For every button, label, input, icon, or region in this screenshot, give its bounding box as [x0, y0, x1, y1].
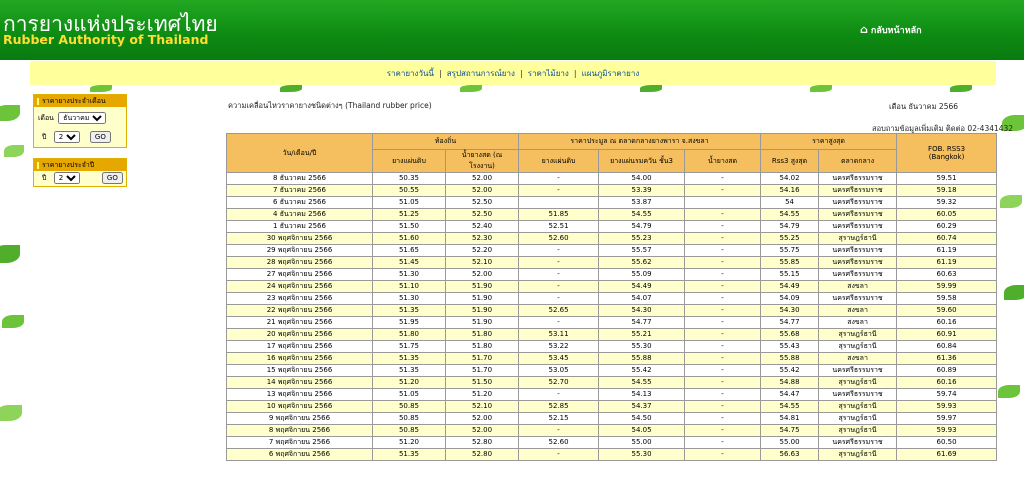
table-cell-auc-latex: -	[685, 185, 761, 197]
table-cell-auc-latex: -	[685, 233, 761, 245]
table-cell-auc-smoked: 54.77	[599, 317, 685, 329]
table-row	[227, 341, 997, 353]
column-header-auction: ราคาประมูล ณ ตลาดกลางยางพารา จ.สงขลา	[519, 134, 761, 150]
table-cell-auc-sheet: 52.65	[519, 305, 599, 317]
table-cell-auc-sheet: 53.22	[519, 341, 599, 353]
leaf-decoration-band	[30, 85, 996, 93]
table-cell-auc-sheet	[519, 197, 599, 209]
table-cell-local-latex: 51.80	[446, 341, 519, 353]
nav-item-wood-price[interactable]: ราคาไม้ยาง	[527, 69, 569, 78]
column-header-max-market: ตลาดกลาง	[819, 150, 897, 173]
table-cell-auc-sheet: -	[519, 449, 599, 461]
table-cell-max-rss3: 54.75	[761, 425, 819, 437]
table-cell-auc-smoked: 54.07	[599, 293, 685, 305]
table-cell-auc-latex: -	[685, 341, 761, 353]
table-cell-date: 16 พฤศจิกายน 2566	[227, 353, 373, 365]
table-cell-auc-latex: -	[685, 329, 761, 341]
table-cell-auc-latex	[685, 197, 761, 209]
table-cell-local-sheet: 50.85	[373, 425, 446, 437]
table-row	[227, 245, 997, 257]
home-link[interactable]	[860, 23, 922, 37]
table-cell-local-latex: 51.20	[446, 389, 519, 401]
table-cell-fob: 60.16	[897, 377, 997, 389]
site-header	[0, 0, 1024, 60]
home-icon: ⌂	[860, 23, 868, 36]
yearly-box-title: ราคายางประจำปี	[42, 161, 95, 169]
column-header-max: ราคาสูงสุด	[761, 134, 897, 150]
table-cell-fob: 59.32	[897, 197, 997, 209]
table-cell-auc-smoked: 55.30	[599, 341, 685, 353]
table-row	[227, 437, 997, 449]
column-header-auction-latex: น้ำยางสด	[685, 150, 761, 173]
table-cell-date: 4 ธันวาคม 2566	[227, 209, 373, 221]
table-cell-max-market: สุราษฎร์ธานี	[819, 413, 897, 425]
table-cell-local-sheet: 51.30	[373, 269, 446, 281]
table-row	[227, 353, 997, 365]
table-cell-date: 10 พฤศจิกายน 2566	[227, 401, 373, 413]
table-cell-date: 14 พฤศจิกายน 2566	[227, 377, 373, 389]
table-cell-auc-smoked: 55.62	[599, 257, 685, 269]
table-row	[227, 173, 997, 185]
table-cell-auc-smoked: 54.05	[599, 425, 685, 437]
table-cell-auc-sheet: 53.45	[519, 353, 599, 365]
table-cell-fob: 60.89	[897, 365, 997, 377]
table-row	[227, 401, 997, 413]
monthly-price-box	[33, 94, 127, 148]
table-cell-max-rss3: 54.55	[761, 401, 819, 413]
table-cell-local-latex: 52.00	[446, 413, 519, 425]
table-cell-auc-sheet: 51.85	[519, 209, 599, 221]
table-cell-date: 27 พฤศจิกายน 2566	[227, 269, 373, 281]
table-cell-date: 6 ธันวาคม 2566	[227, 197, 373, 209]
table-cell-max-rss3: 56.63	[761, 449, 819, 461]
table-cell-max-rss3: 54	[761, 197, 819, 209]
table-cell-auc-sheet: -	[519, 245, 599, 257]
table-cell-max-rss3: 54.79	[761, 221, 819, 233]
nav-separator: |	[573, 69, 577, 78]
table-cell-local-latex: 51.90	[446, 305, 519, 317]
table-cell-auc-latex: -	[685, 425, 761, 437]
table-cell-auc-latex: -	[685, 281, 761, 293]
table-cell-local-sheet: 51.35	[373, 449, 446, 461]
table-cell-max-rss3: 54.77	[761, 317, 819, 329]
table-cell-auc-latex: -	[685, 449, 761, 461]
table-cell-fob: 59.51	[897, 173, 997, 185]
table-cell-date: 21 พฤศจิกายน 2566	[227, 317, 373, 329]
table-cell-fob: 59.99	[897, 281, 997, 293]
table-cell-auc-sheet: -	[519, 293, 599, 305]
table-cell-max-market: สงขลา	[819, 281, 897, 293]
table-row	[227, 197, 997, 209]
leaf-decoration-right	[996, 85, 1024, 487]
table-cell-fob: 60.05	[897, 209, 997, 221]
table-row	[227, 413, 997, 425]
table-cell-auc-sheet: -	[519, 257, 599, 269]
table-cell-local-latex: 51.90	[446, 293, 519, 305]
table-cell-fob: 59.93	[897, 425, 997, 437]
table-cell-max-rss3: 54.02	[761, 173, 819, 185]
column-header-date: วัน/เดือน/ปี	[227, 134, 373, 173]
table-cell-date: 7 ธันวาคม 2566	[227, 185, 373, 197]
table-cell-local-latex: 52.00	[446, 173, 519, 185]
table-cell-fob: 61.36	[897, 353, 997, 365]
table-cell-date: 9 พฤศจิกายน 2566	[227, 413, 373, 425]
table-cell-auc-latex: -	[685, 293, 761, 305]
yearly-year-label: ปี	[42, 174, 47, 182]
table-cell-local-sheet: 51.05	[373, 389, 446, 401]
column-header-auction-smoked: ยางแผ่นรมควัน ชั้น3	[599, 150, 685, 173]
table-cell-date: 15 พฤศจิกายน 2566	[227, 365, 373, 377]
table-cell-auc-sheet: 53.05	[519, 365, 599, 377]
table-cell-auc-latex: -	[685, 401, 761, 413]
table-cell-auc-sheet: -	[519, 173, 599, 185]
table-cell-local-sheet: 50.85	[373, 401, 446, 413]
table-cell-auc-sheet: -	[519, 317, 599, 329]
table-row	[227, 317, 997, 329]
table-cell-local-sheet: 51.65	[373, 245, 446, 257]
site-title-thai: การยางแห่งประเทศไทย	[3, 12, 218, 36]
year-label: ปี	[42, 133, 47, 141]
table-cell-auc-latex: -	[685, 173, 761, 185]
table-cell-fob: 59.97	[897, 413, 997, 425]
table-cell-fob: 59.58	[897, 293, 997, 305]
table-cell-local-sheet: 51.75	[373, 341, 446, 353]
table-cell-max-market: สุราษฎร์ธานี	[819, 329, 897, 341]
table-cell-local-latex: 52.50	[446, 197, 519, 209]
column-header-fob: FOB. RSS3 (Bangkok)	[897, 134, 997, 173]
table-cell-local-sheet: 51.20	[373, 437, 446, 449]
monthly-box-title: ราคายางประจำเดือน	[42, 97, 106, 105]
table-cell-max-rss3: 54.81	[761, 413, 819, 425]
table-cell-max-market: นครศรีธรรมราช	[819, 293, 897, 305]
table-cell-max-market: นครศรีธรรมราช	[819, 173, 897, 185]
column-header-max-rss3: Rss3 สูงสุด	[761, 150, 819, 173]
table-cell-max-market: นครศรีธรรมราช	[819, 197, 897, 209]
site-title-english: Rubber Authority of Thailand	[3, 32, 209, 47]
table-cell-local-latex: 51.50	[446, 377, 519, 389]
table-cell-max-rss3: 55.85	[761, 257, 819, 269]
table-cell-fob: 60.29	[897, 221, 997, 233]
table-cell-fob: 61.69	[897, 449, 997, 461]
table-cell-max-rss3: 54.30	[761, 305, 819, 317]
table-cell-date: 20 พฤศจิกายน 2566	[227, 329, 373, 341]
table-cell-auc-latex: -	[685, 353, 761, 365]
table-cell-max-market: นครศรีธรรมราช	[819, 365, 897, 377]
table-cell-date: 13 พฤศจิกายน 2566	[227, 389, 373, 401]
table-cell-auc-smoked: 54.49	[599, 281, 685, 293]
table-cell-max-market: สุราษฎร์ธานี	[819, 233, 897, 245]
table-cell-max-rss3: 54.49	[761, 281, 819, 293]
column-header-local-latex: น้ำยางสด (ณ โรงงาน)	[446, 150, 519, 173]
table-cell-auc-latex: -	[685, 269, 761, 281]
current-month-label: เดือน ธันวาคม 2566	[889, 102, 959, 111]
table-cell-fob: 61.19	[897, 245, 997, 257]
table-row	[227, 305, 997, 317]
table-cell-max-market: สุราษฎร์ธานี	[819, 401, 897, 413]
table-cell-date: 17 พฤศจิกายน 2566	[227, 341, 373, 353]
table-row	[227, 185, 997, 197]
table-cell-max-market: สุราษฎร์ธานี	[819, 425, 897, 437]
table-cell-max-rss3: 55.88	[761, 353, 819, 365]
table-cell-max-market: นครศรีธรรมราช	[819, 209, 897, 221]
month-label: เดือน	[38, 114, 54, 122]
table-cell-max-market: นครศรีธรรมราช	[819, 245, 897, 257]
table-cell-auc-sheet: 52.60	[519, 233, 599, 245]
table-cell-auc-latex: -	[685, 257, 761, 269]
price-table	[226, 133, 997, 461]
table-cell-max-rss3: 54.16	[761, 185, 819, 197]
table-cell-max-rss3: 54.55	[761, 209, 819, 221]
leaf-decoration-left	[0, 85, 30, 487]
table-row	[227, 425, 997, 437]
table-cell-local-latex: 52.80	[446, 449, 519, 461]
table-cell-auc-sheet: 52.15	[519, 413, 599, 425]
nav-item-summary[interactable]: สรุปสถานการณ์ยาง	[446, 69, 515, 78]
table-row	[227, 365, 997, 377]
table-row	[227, 293, 997, 305]
table-cell-auc-smoked: 54.30	[599, 305, 685, 317]
table-row	[227, 377, 997, 389]
table-cell-max-market: สุราษฎร์ธานี	[819, 449, 897, 461]
contact-info: สอบถามข้อมูลเพิ่มเติม ติดต่อ 02-4341432	[872, 124, 1014, 133]
table-cell-max-market: นครศรีธรรมราช	[819, 389, 897, 401]
yearly-go-button[interactable]: GO	[102, 172, 123, 184]
table-row	[227, 389, 997, 401]
table-cell-local-sheet: 51.50	[373, 221, 446, 233]
nav-separator: |	[438, 69, 442, 78]
table-cell-date: 29 พฤศจิกายน 2566	[227, 245, 373, 257]
yearly-price-box	[33, 158, 127, 187]
table-cell-fob: 59.60	[897, 305, 997, 317]
nav-bar	[30, 61, 996, 85]
table-cell-max-rss3: 55.42	[761, 365, 819, 377]
table-cell-local-latex: 52.00	[446, 185, 519, 197]
table-cell-local-sheet: 51.10	[373, 281, 446, 293]
table-cell-local-sheet: 50.85	[373, 413, 446, 425]
table-cell-auc-latex: -	[685, 437, 761, 449]
table-row	[227, 329, 997, 341]
table-cell-local-latex: 51.90	[446, 281, 519, 293]
table-cell-auc-latex: -	[685, 209, 761, 221]
table-cell-max-rss3: 55.15	[761, 269, 819, 281]
table-cell-auc-sheet: -	[519, 269, 599, 281]
table-cell-max-market: สงขลา	[819, 317, 897, 329]
nav-item-price-chart[interactable]: แผนภูมิราคายาง	[581, 69, 640, 78]
table-cell-max-market: นครศรีธรรมราช	[819, 437, 897, 449]
table-row	[227, 221, 997, 233]
table-cell-local-sheet: 51.05	[373, 197, 446, 209]
home-link-label: กลับหน้าหลัก	[870, 26, 922, 36]
table-cell-auc-latex: -	[685, 413, 761, 425]
table-cell-fob: 60.84	[897, 341, 997, 353]
table-cell-auc-smoked: 54.37	[599, 401, 685, 413]
table-row	[227, 269, 997, 281]
table-cell-local-sheet: 51.35	[373, 305, 446, 317]
table-cell-local-latex: 52.10	[446, 257, 519, 269]
table-cell-auc-sheet: 52.51	[519, 221, 599, 233]
column-header-local-sheet: ยางแผ่นดิบ	[373, 150, 446, 173]
table-cell-fob: 59.74	[897, 389, 997, 401]
table-cell-local-sheet: 51.30	[373, 293, 446, 305]
table-cell-auc-smoked: 55.57	[599, 245, 685, 257]
table-cell-auc-smoked: 54.00	[599, 173, 685, 185]
table-row	[227, 281, 997, 293]
table-cell-date: 8 ธันวาคม 2566	[227, 173, 373, 185]
table-cell-local-latex: 52.30	[446, 233, 519, 245]
table-cell-auc-sheet: 52.85	[519, 401, 599, 413]
table-cell-auc-latex: -	[685, 377, 761, 389]
column-header-local: ท้องถิ่น	[373, 134, 519, 150]
table-cell-fob: 59.18	[897, 185, 997, 197]
table-cell-local-sheet: 51.20	[373, 377, 446, 389]
column-header-auction-sheet: ยางแผ่นดิบ	[519, 150, 599, 173]
table-cell-max-rss3: 55.25	[761, 233, 819, 245]
table-cell-auc-smoked: 55.00	[599, 437, 685, 449]
table-cell-auc-latex: -	[685, 317, 761, 329]
table-row	[227, 257, 997, 269]
table-cell-local-sheet: 51.35	[373, 353, 446, 365]
table-cell-local-sheet: 51.95	[373, 317, 446, 329]
table-cell-date: 30 พฤศจิกายน 2566	[227, 233, 373, 245]
yearly-year-select[interactable]	[54, 172, 80, 184]
year-select[interactable]	[54, 131, 80, 143]
table-cell-fob: 60.16	[897, 317, 997, 329]
month-select[interactable]	[58, 112, 106, 124]
table-cell-auc-sheet: 52.70	[519, 377, 599, 389]
table-cell-max-rss3: 55.75	[761, 245, 819, 257]
table-row	[227, 209, 997, 221]
table-cell-local-latex: 52.20	[446, 245, 519, 257]
table-cell-local-latex: 52.00	[446, 269, 519, 281]
table-cell-date: 1 ธันวาคม 2566	[227, 221, 373, 233]
table-cell-auc-smoked: 55.30	[599, 449, 685, 461]
table-cell-max-rss3: 54.09	[761, 293, 819, 305]
table-cell-local-latex: 52.40	[446, 221, 519, 233]
table-cell-date: 8 พฤศจิกายน 2566	[227, 425, 373, 437]
price-table-body	[227, 173, 997, 461]
table-cell-auc-smoked: 53.87	[599, 197, 685, 209]
table-cell-local-latex: 51.70	[446, 365, 519, 377]
table-cell-max-rss3: 55.43	[761, 341, 819, 353]
table-cell-local-sheet: 50.55	[373, 185, 446, 197]
table-cell-date: 23 พฤศจิกายน 2566	[227, 293, 373, 305]
table-cell-fob: 60.91	[897, 329, 997, 341]
table-cell-date: 7 พฤศจิกายน 2566	[227, 437, 373, 449]
table-cell-max-market: สงขลา	[819, 353, 897, 365]
nav-item-today-price[interactable]: ราคายางวันนี้	[386, 69, 434, 78]
table-cell-max-market: นครศรีธรรมราช	[819, 257, 897, 269]
nav-separator: |	[519, 69, 523, 78]
table-cell-local-latex: 52.50	[446, 209, 519, 221]
table-cell-auc-smoked: 53.39	[599, 185, 685, 197]
page-title: ความเคลื่อนไหวราคายางชนิดต่างๆ (Thailand rubber price)	[228, 101, 432, 110]
table-cell-auc-latex: -	[685, 389, 761, 401]
monthly-box-header	[34, 95, 126, 107]
table-cell-auc-sheet: 52.60	[519, 437, 599, 449]
table-cell-max-rss3: 54.88	[761, 377, 819, 389]
table-cell-fob: 60.50	[897, 437, 997, 449]
yearly-box-header	[34, 159, 126, 171]
table-cell-auc-sheet: -	[519, 185, 599, 197]
table-cell-auc-latex: -	[685, 245, 761, 257]
table-cell-fob: 60.63	[897, 269, 997, 281]
table-cell-auc-smoked: 55.23	[599, 233, 685, 245]
table-row	[227, 233, 997, 245]
table-cell-max-market: สุราษฎร์ธานี	[819, 377, 897, 389]
table-cell-local-latex: 51.90	[446, 317, 519, 329]
table-cell-auc-smoked: 54.79	[599, 221, 685, 233]
table-cell-local-latex: 51.80	[446, 329, 519, 341]
table-cell-max-rss3: 55.00	[761, 437, 819, 449]
table-cell-max-rss3: 54.47	[761, 389, 819, 401]
table-cell-local-latex: 52.00	[446, 425, 519, 437]
table-cell-local-sheet: 51.35	[373, 365, 446, 377]
table-cell-local-latex: 51.70	[446, 353, 519, 365]
table-cell-local-latex: 52.80	[446, 437, 519, 449]
table-cell-date: 6 พฤศจิกายน 2566	[227, 449, 373, 461]
table-cell-auc-smoked: 54.55	[599, 377, 685, 389]
table-cell-fob: 59.93	[897, 401, 997, 413]
table-cell-local-sheet: 50.35	[373, 173, 446, 185]
table-cell-auc-latex: -	[685, 305, 761, 317]
table-cell-fob: 61.19	[897, 257, 997, 269]
table-cell-auc-sheet: -	[519, 425, 599, 437]
table-cell-max-market: สุราษฎร์ธานี	[819, 341, 897, 353]
table-cell-local-sheet: 51.45	[373, 257, 446, 269]
table-cell-local-sheet: 51.25	[373, 209, 446, 221]
table-cell-local-sheet: 51.80	[373, 329, 446, 341]
table-cell-date: 24 พฤศจิกายน 2566	[227, 281, 373, 293]
table-cell-max-rss3: 55.68	[761, 329, 819, 341]
table-cell-local-latex: 52.10	[446, 401, 519, 413]
table-cell-auc-smoked: 55.09	[599, 269, 685, 281]
table-cell-fob: 60.74	[897, 233, 997, 245]
table-cell-max-market: นครศรีธรรมราช	[819, 185, 897, 197]
table-cell-auc-smoked: 54.55	[599, 209, 685, 221]
table-cell-auc-latex: -	[685, 365, 761, 377]
table-cell-auc-smoked: 55.42	[599, 365, 685, 377]
table-cell-local-sheet: 51.60	[373, 233, 446, 245]
table-cell-auc-sheet: -	[519, 389, 599, 401]
table-cell-date: 28 พฤศจิกายน 2566	[227, 257, 373, 269]
table-cell-max-market: นครศรีธรรมราช	[819, 221, 897, 233]
table-cell-auc-smoked: 55.21	[599, 329, 685, 341]
table-cell-auc-sheet: 53.11	[519, 329, 599, 341]
table-cell-max-market: สงขลา	[819, 305, 897, 317]
monthly-go-button[interactable]: GO	[90, 131, 111, 143]
table-cell-auc-latex: -	[685, 221, 761, 233]
table-cell-auc-smoked: 54.50	[599, 413, 685, 425]
table-row	[227, 449, 997, 461]
table-cell-date: 22 พฤศจิกายน 2566	[227, 305, 373, 317]
table-cell-auc-sheet: -	[519, 281, 599, 293]
table-cell-auc-smoked: 55.88	[599, 353, 685, 365]
table-cell-max-market: นครศรีธรรมราช	[819, 269, 897, 281]
table-cell-auc-smoked: 54.13	[599, 389, 685, 401]
